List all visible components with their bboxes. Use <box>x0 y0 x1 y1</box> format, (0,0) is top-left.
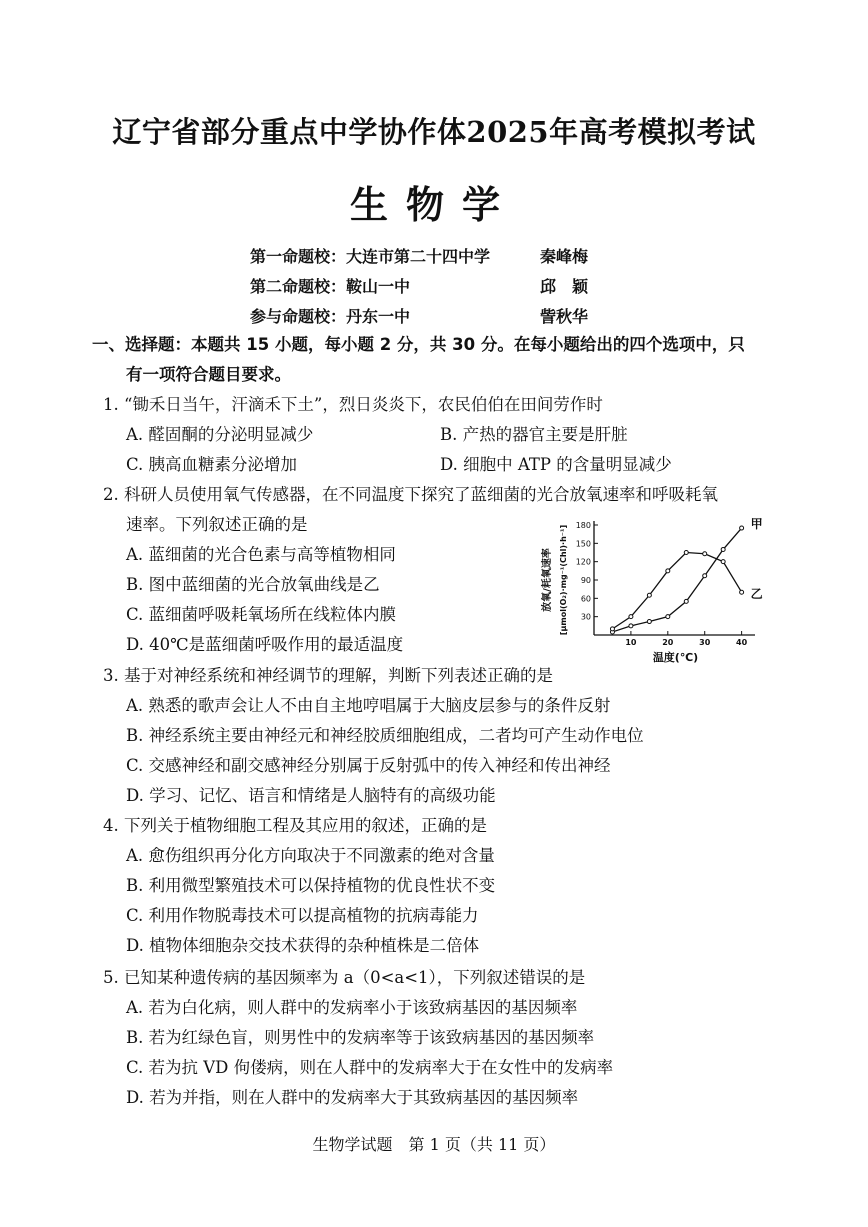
question-2-option-c: C. 蓝细菌呼吸耗氧场所在线粒体内膜 <box>126 605 397 624</box>
question-2-option-b: B. 图中蓝细菌的光合放氧曲线是乙 <box>126 575 380 594</box>
question-1-option-b: B. 产热的器官主要是肝脏 <box>440 425 628 444</box>
question-3-option-a: A. 熟悉的歌声会让人不由自主地哼唱属于大脑皮层参与的条件反射 <box>126 696 611 715</box>
question-4-option-c: C. 利用作物脱毒技术可以提高植物的抗病毒能力 <box>126 906 479 925</box>
data-point <box>740 590 744 594</box>
question-5-option-d: D. 若为并指，则在人群中的发病率大于其致病基因的基因频率 <box>126 1088 579 1107</box>
question-1-option-d: D. 细胞中 ATP 的含量明显减少 <box>440 455 672 474</box>
data-point <box>647 620 651 624</box>
section-heading-cont: 有一项符合题目要求。 <box>126 365 291 384</box>
y-tick-label: 180 <box>575 521 591 530</box>
data-point <box>610 627 614 631</box>
question-4-option-a: A. 愈伤组织再分化方向取决于不同激素的绝对含量 <box>126 846 495 865</box>
x-tick-label: 10 <box>625 638 637 647</box>
question-5-stem: 5. 已知某种遗传病的基因频率为 a（0<a<1），下列叙述错误的是 <box>103 968 586 987</box>
question-5-option-a: A. 若为白化病，则人群中的发病率小于该致病基因的基因频率 <box>126 998 578 1017</box>
y-axis-label: 放氧/耗氧速率 <box>542 548 553 612</box>
data-point <box>721 547 725 551</box>
setter-school: 第一命题校：大连市第二十四中学 <box>250 247 491 266</box>
question-4-option-b: B. 利用微型繁殖技术可以保持植物的优良性状不变 <box>126 876 496 895</box>
data-point <box>703 574 707 578</box>
question-2-option-a: A. 蓝细菌的光合色素与高等植物相同 <box>126 545 396 564</box>
rate-chart-svg <box>532 517 764 667</box>
data-point <box>629 624 633 628</box>
x-tick-label: 30 <box>699 638 711 647</box>
setter-person: 秦峰梅 <box>540 247 589 266</box>
question-2-option-d: D. 40℃是蓝细菌呼吸作用的最适温度 <box>126 635 404 654</box>
data-point <box>666 569 670 573</box>
data-point <box>666 615 670 619</box>
x-tick-label: 20 <box>662 638 674 647</box>
question-4-stem: 4. 下列关于植物细胞工程及其应用的叙述，正确的是 <box>103 816 487 835</box>
data-point <box>703 552 707 556</box>
setter-person: 訾秋华 <box>540 307 589 326</box>
question-3-option-d: D. 学习、记忆、语言和情绪是人脑特有的高级功能 <box>126 786 496 805</box>
exam-title: 辽宁省部分重点中学协作体2025年高考模拟考试 <box>112 115 756 149</box>
question-5-option-b: B. 若为红绿色盲，则男性中的发病率等于该致病基因的基因频率 <box>126 1028 595 1047</box>
y-tick-label: 90 <box>580 576 591 585</box>
data-point <box>684 599 688 603</box>
data-point <box>740 526 744 530</box>
setter-row-2 <box>250 274 588 297</box>
data-point <box>721 560 725 564</box>
question-2-stem: 2. 科研人员使用氧气传感器，在不同温度下探究了蓝细菌的光合放氧速率和呼吸耗氧 <box>103 485 718 504</box>
question-1-option-c: C. 胰高血糖素分泌增加 <box>126 455 298 474</box>
question-3-option-c: C. 交感神经和副交感神经分别属于反射弧中的传入神经和传出神经 <box>126 756 611 775</box>
section-heading: 一、选择题：本题共 15 小题，每小题 2 分，共 30 分。在每小题给出的四个选项中，只 <box>92 335 745 354</box>
question-4-option-d: D. 植物体细胞杂交技术获得的杂种植株是二倍体 <box>126 936 480 955</box>
y-tick-label: 30 <box>580 612 591 622</box>
question-1-option-a: A. 醛固酮的分泌明显减少 <box>126 425 314 444</box>
question-2-stem-cont: 速率。下列叙述正确的是 <box>126 515 308 534</box>
question-3-stem: 3. 基于对神经系统和神经调节的理解，判断下列表述正确的是 <box>103 666 553 685</box>
setter-school: 参与命题校：丹东一中 <box>250 307 411 326</box>
data-point <box>629 615 633 619</box>
y-tick-label: 150 <box>575 539 591 549</box>
question-5-option-c: C. 若为抗 VD 佝偻病，则在人群中的发病率大于在女性中的发病率 <box>126 1058 614 1077</box>
setter-school: 第二命题校：鞍山一中 <box>250 277 411 296</box>
rate-chart <box>532 517 764 667</box>
setter-person: 邱 颖 <box>540 277 589 296</box>
setter-row-3 <box>250 304 588 327</box>
y-tick-label: 60 <box>580 594 591 604</box>
y-tick-label: 120 <box>575 557 591 567</box>
series-label: 乙 <box>750 587 763 602</box>
page-footer: 生物学试题 第 1 页（共 11 页） <box>312 1135 556 1154</box>
subject-title: 生物学 <box>349 182 518 227</box>
question-1-stem: 1. “锄禾日当午，汗滴禾下土”，烈日炎炎下，农民伯伯在田间劳作时 <box>103 395 603 414</box>
y-axis-label-unit: [μmol(O₂)·mg⁻¹(Chl)·h⁻¹] <box>559 524 568 636</box>
series-label: 甲 <box>750 517 763 532</box>
x-axis-label: 温度(℃) <box>652 651 699 664</box>
setter-row-1 <box>250 244 588 267</box>
x-tick-label: 40 <box>736 638 748 647</box>
data-point <box>647 593 651 597</box>
question-3-option-b: B. 神经系统主要由神经元和神经胶质细胞组成，二者均可产生动作电位 <box>126 726 644 745</box>
data-point <box>684 551 688 555</box>
